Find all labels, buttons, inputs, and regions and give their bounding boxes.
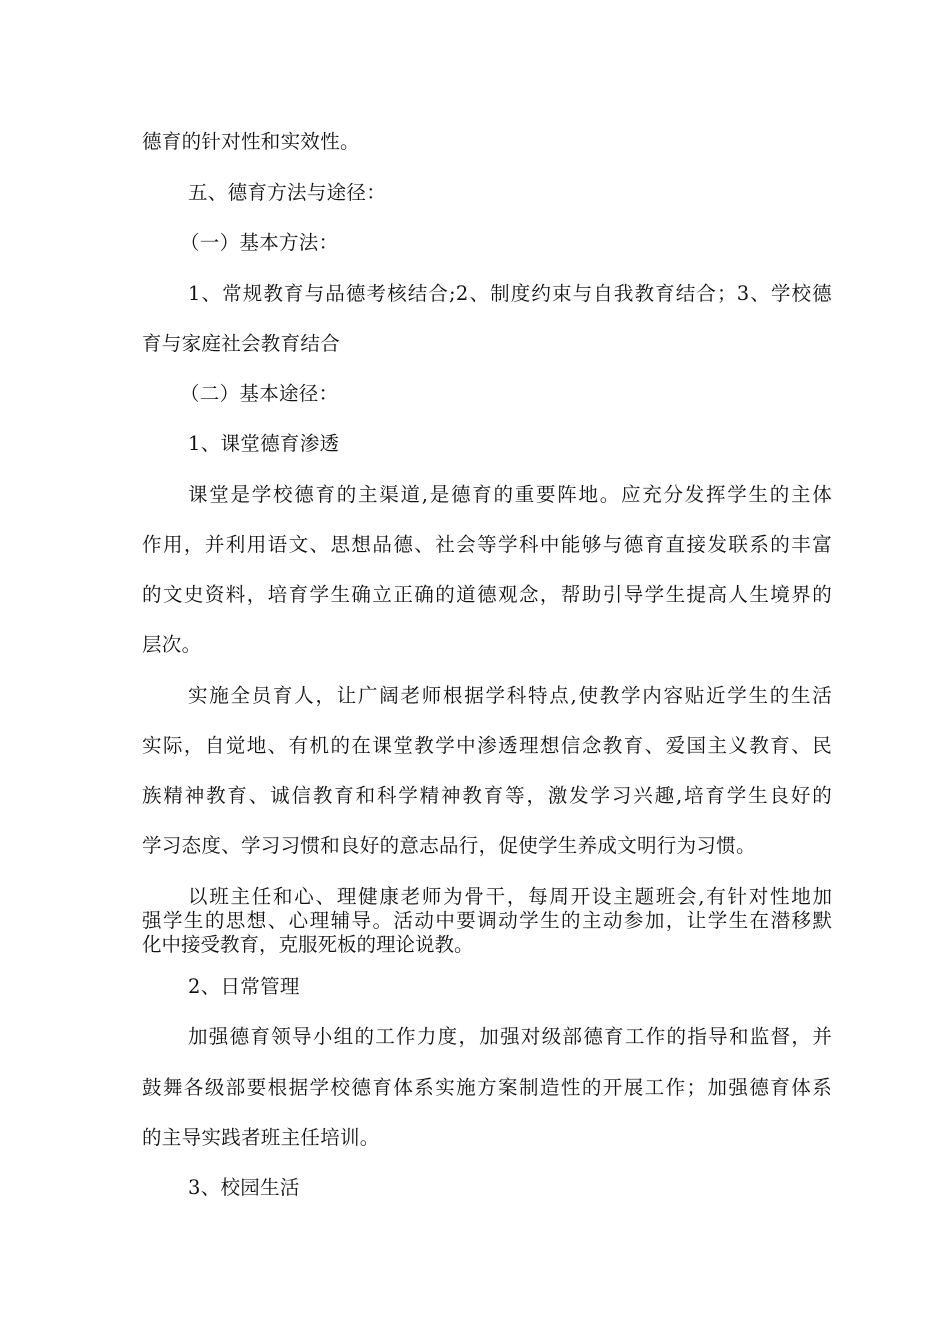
- text-line: 加强德育领导小组的工作力度，加强对级部德育工作的指导和监督，并: [188, 1025, 832, 1048]
- text-line: 强学生的思想、心理辅导。活动中要调动学生的主动参加，让学生在潜移默: [142, 909, 832, 932]
- subsection-heading: （一）基本方法：: [180, 231, 339, 254]
- text-line: 鼓舞各级部要根据学校德育体系实施方案制造性的开展工作；加强德育体系: [142, 1076, 832, 1099]
- text-line: 德育的针对性和实效性。: [142, 130, 360, 153]
- text-line: 以班主任和心、理健康老师为骨干，每周开设主题班会,有针对性地加: [188, 885, 832, 908]
- text-line: 课堂是学校德育的主渠道,是德育的重要阵地。应充分发挥学生的主体: [188, 483, 832, 506]
- text-line: 的主导实践者班主任培训。: [142, 1126, 380, 1149]
- text-line: 化中接受教育，克服死板的理论说教。: [142, 933, 474, 956]
- text-line: 作用，并利用语文、思想品德、社会等学科中能够与德育直接发联系的丰富: [142, 533, 832, 556]
- text-line: 育与家庭社会教育结合: [142, 332, 341, 355]
- section-heading: 五、德育方法与途径：: [188, 181, 387, 204]
- text-line: 学习态度、学习习惯和良好的意志品行，促使学生养成文明行为习惯。: [142, 834, 756, 857]
- text-line: 层次。: [142, 633, 202, 656]
- text-line: 族精神教育、诚信教育和科学精神教育等，激发学习兴趣,培育学生良好的: [142, 784, 832, 807]
- text-line: 1、常规教育与品德考核结合;2、制度约束与自我教育结合；3、学校德: [188, 282, 832, 305]
- subsection-heading: （二）基本途径：: [180, 382, 339, 405]
- text-line: 实施全员育人，让广阔老师根据学科特点,使教学内容贴近学生的生活: [188, 684, 832, 707]
- item-heading: 3、校园生活: [188, 1176, 300, 1199]
- item-heading: 2、日常管理: [188, 975, 300, 998]
- text-line: 实际，自觉地、有机的在课堂教学中渗透理想信念教育、爱国主义教育、民: [142, 734, 832, 757]
- item-heading: 1、课堂德育渗透: [188, 432, 340, 455]
- text-line: 的文史资料，培育学生确立正确的道德观念，帮助引导学生提高人生境界的: [142, 583, 832, 606]
